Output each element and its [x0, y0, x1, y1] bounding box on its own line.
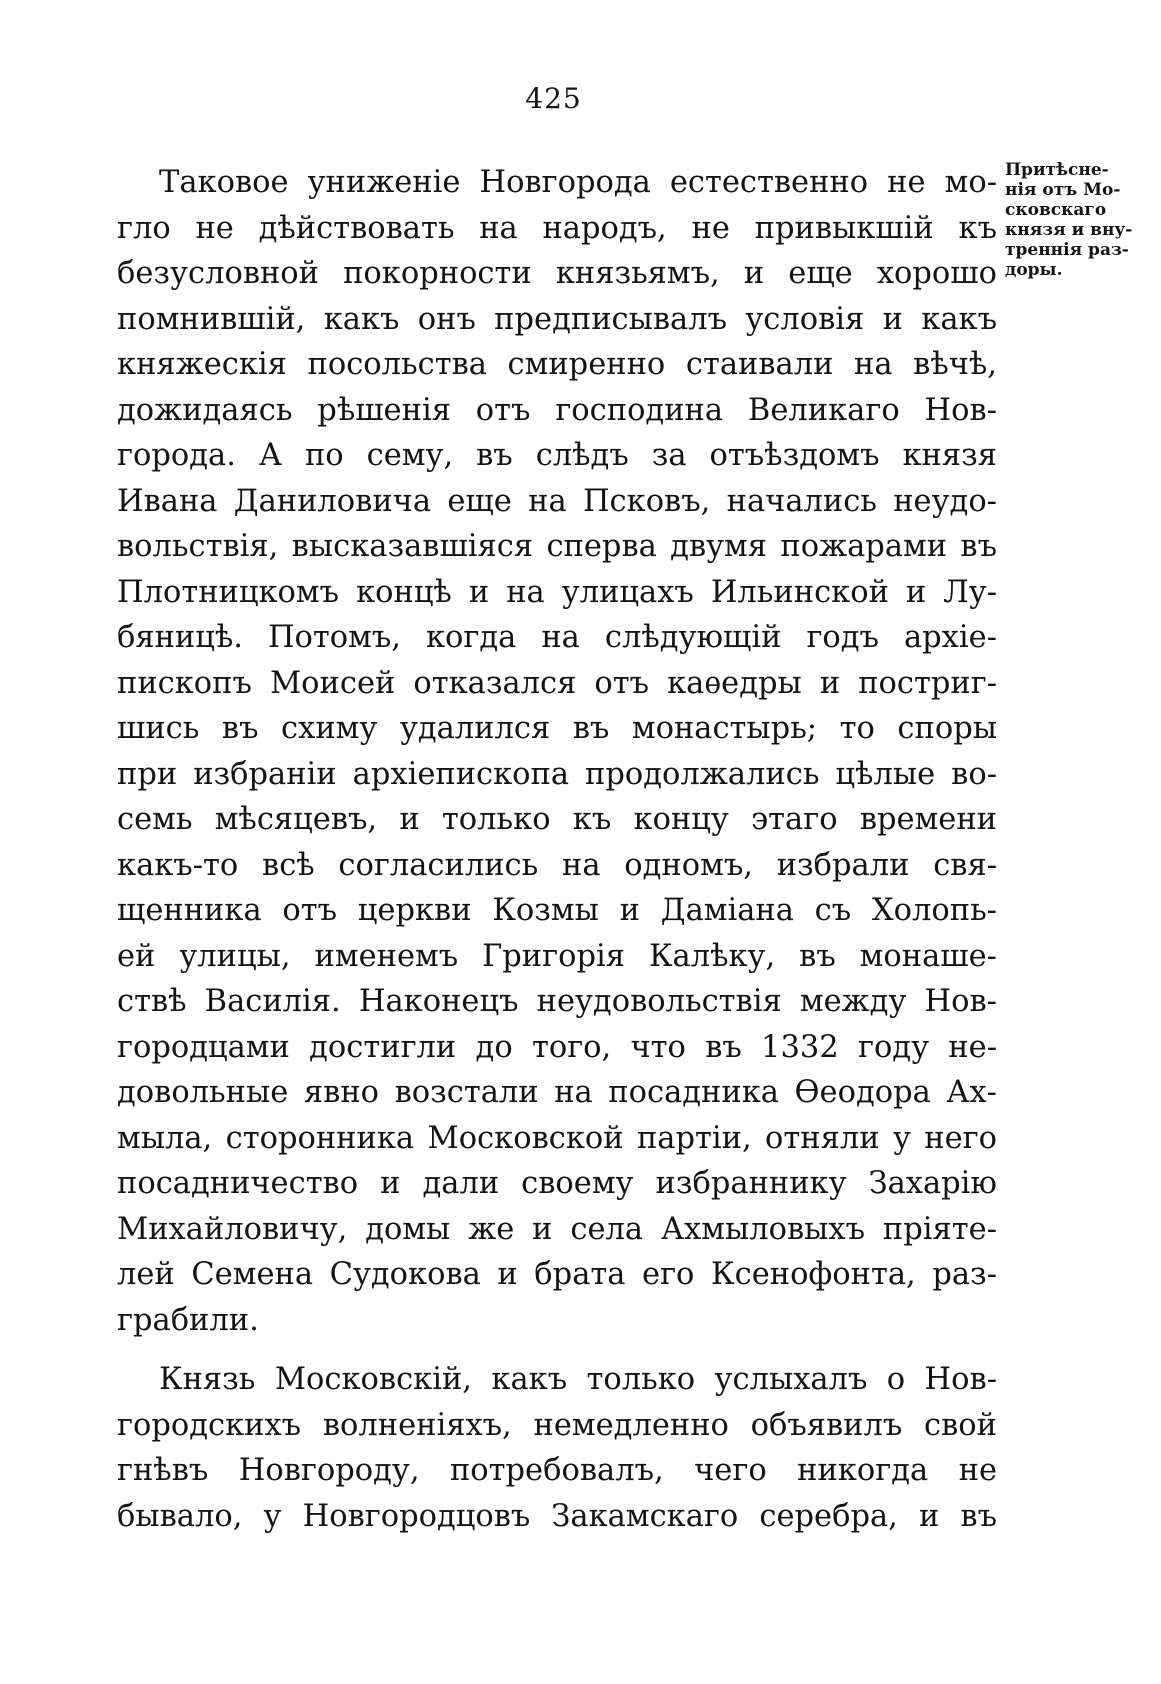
text-line: пископъ Моисей отказался отъ каѳедры и постриг- — [117, 665, 997, 701]
text-line: помнившій, какъ онъ предписывалъ условія и какъ — [117, 301, 997, 337]
text-line: семь мѣсяцевъ, и только къ концу этаго времени — [117, 802, 997, 837]
text-line: Михайловичу, домы же и села Ахмыловыхъ пріяте- — [117, 1211, 997, 1247]
text-line: бывало, у Новгородцовъ Закамскаго серебра, и въ — [117, 1498, 997, 1534]
margin-note-line: нія отъ Мо- — [1005, 180, 1121, 200]
text-line: Князь Московскій, какъ только услыхалъ о Нов- — [159, 1362, 997, 1397]
text-line: мыла, сторонника Московской партіи, отняли у него — [117, 1120, 997, 1156]
text-line: вольствія, высказавшіяся сперва двумя пожарами въ — [117, 529, 997, 564]
text-line: лей Семена Судокова и брата его Ксенофонта, раз- — [117, 1257, 997, 1292]
body-text — [117, 160, 997, 1539]
text-line: Плотницкомъ концѣ и на улицахъ Ильинской и Лу- — [117, 574, 997, 610]
margin-note — [1005, 160, 1155, 280]
text-line: при избраніи архіепископа продолжались цѣлые во- — [117, 756, 997, 792]
text-line: Ивана Даниловича еще на Псковъ, начались неудо- — [117, 483, 997, 519]
text-line: города. А по сему, въ слѣдъ за отъѣздомъ князя — [117, 438, 997, 473]
text-line: какъ-то всѣ согласились на одномъ, избрали свя- — [117, 847, 997, 883]
text-line: княжескія посольства смиренно стаивали на вѣчѣ, — [117, 347, 997, 382]
margin-note-line: сковскаго — [1005, 200, 1107, 220]
text-line: городскихъ волненіяхъ, немедленно объявилъ свой — [117, 1407, 997, 1443]
text-line: бяницѣ. Потомъ, когда на слѣдующій годъ архіе- — [117, 620, 997, 655]
text-line: шись въ схиму удалился въ монастырь; то споры — [117, 711, 997, 746]
text-line: городцами достигли до того, что въ 1332 году не- — [117, 1029, 997, 1065]
text-line: довольные явно возстали на посадника Ѳеодора Ах- — [117, 1075, 997, 1110]
text-line: Таковое униженіе Новгорода естественно не мо- — [159, 165, 997, 200]
margin-note-line: доры. — [1005, 260, 1063, 280]
margin-note-line: треннія раз- — [1005, 240, 1129, 260]
text-line: дожидаясь рѣшенія отъ господина Великаго Нов- — [117, 392, 997, 428]
text-line: безусловной покорности князьямъ, и еще хорошо — [117, 256, 997, 291]
margin-note-line: князя и вну- — [1005, 220, 1133, 240]
text-line: гло не дѣйствовать на народъ, не привыкшій къ — [117, 210, 997, 246]
margin-note-line: Притѣсне- — [1005, 160, 1109, 180]
text-line: гнѣвъ Новгороду, потребовалъ, чего никогда не — [117, 1453, 997, 1488]
text-line: ствѣ Василія. Наконецъ неудовольствія между Нов- — [117, 984, 997, 1019]
text-line: грабили. — [117, 1302, 259, 1338]
text-line: щенника отъ церкви Козмы и Даміана съ Холопь- — [117, 893, 997, 928]
text-line: посадничество и дали своему избраннику Захарію — [117, 1166, 997, 1201]
text-line: ей улицы, именемъ Григорія Калѣку, въ монаше- — [117, 938, 997, 974]
page-number: 425 — [525, 82, 582, 115]
paragraph-gap — [117, 1343, 997, 1357]
